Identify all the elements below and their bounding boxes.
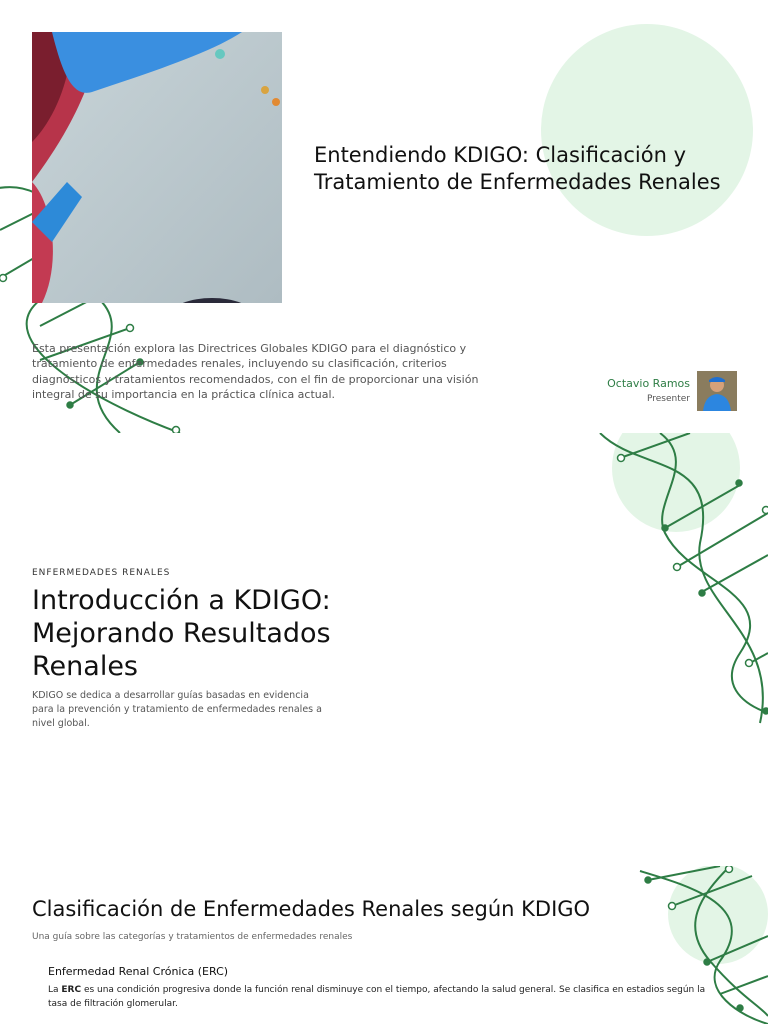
medical-photo <box>32 32 282 303</box>
section-title: Clasificación de Enfermedades Renales según KDIGO <box>32 897 591 921</box>
section-title: Introducción a KDIGO: Mejorando Resultados Renales <box>32 585 331 682</box>
presenter-name: Octavio Ramos <box>607 377 690 390</box>
section-description: KDIGO se dedica a desarrollar guías basadas en evidencia para la prevención y tratamiento de enfermedades renales a nivel global. <box>32 690 322 729</box>
presentation-description: Esta presentación explora las Directrices Globales KDIGO para el diagnóstico y tratamiento de enfermedades renales, incluyendo su clasificación, criterios diagnósticos y tratamientos recomendados, con el fin de proporcionar una visión integral de su importancia en la práctica clínica actual. <box>32 342 479 402</box>
presenter-role: Presenter <box>646 394 690 404</box>
section-kicker: ENFERMEDADES RENALES <box>32 568 171 578</box>
page-title: Entendiendo KDIGO: Clasificación y Tratamiento de Enfermedades Renales <box>314 143 721 194</box>
person-icon <box>697 371 737 411</box>
slide-classification <box>0 866 768 1024</box>
item-body-lead: La <box>48 985 62 995</box>
avatar <box>697 371 737 411</box>
item-title: Enfermedad Renal Crónica (ERC) <box>48 965 229 978</box>
decorative-circle <box>612 433 740 532</box>
item-body-term: ERC <box>61 985 82 995</box>
decorative-circle <box>541 24 753 236</box>
section-subtitle: Una guía sobre las categorías y tratamientos de enfermedades renales <box>32 932 353 942</box>
item-body <box>48 983 713 1011</box>
decorative-circle <box>668 866 768 964</box>
item-body-rest: es una condición progresiva donde la función renal disminuye con el tiempo, afectando la salud general. Se clasifica en estadios según la tasa de filtración glomerular. <box>48 985 706 1009</box>
lab-test-illustration <box>32 32 282 303</box>
slide-introduction <box>0 433 768 866</box>
slide-title <box>0 0 768 433</box>
